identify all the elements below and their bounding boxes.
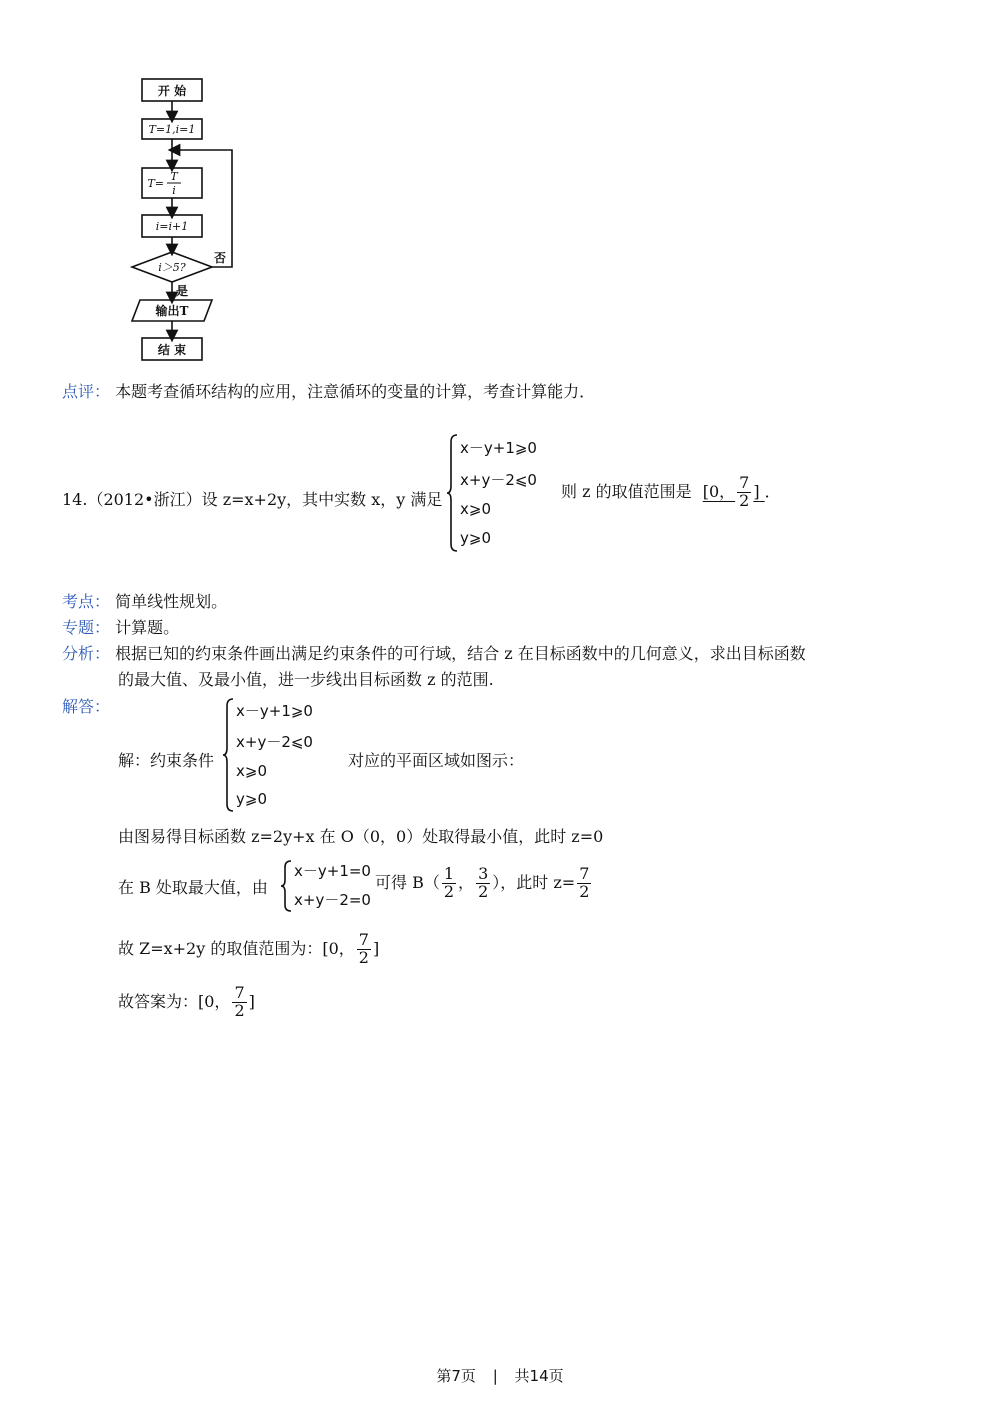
final-den: 2 — [234, 1000, 245, 1020]
b-sep: ， — [458, 872, 475, 892]
jieda-final — [118, 985, 255, 1020]
q14-answer-den: 2 — [739, 490, 750, 510]
increment-text: i=i+1 — [155, 220, 189, 233]
comment-text: 本题考查循环结构的应用，注意循环的变量的计算，考查计算能力． — [115, 382, 596, 401]
left-brace-icon — [280, 858, 294, 914]
flowchart-diagram — [120, 70, 260, 370]
fenxi-line2: 的最大值、及最小值，进一步线出目标函数 z 的范围. — [118, 670, 494, 689]
z-num: 7 — [579, 864, 590, 883]
q14-constraint-1: x－y+1⩾0 — [460, 439, 537, 457]
q14-suffix: 则 z 的取值范围是 — [561, 481, 692, 501]
jieda-constraint-3: x⩾0 — [236, 762, 267, 780]
jieda-max-eq-2: x+y－2=0 — [294, 891, 371, 909]
jieda-range — [118, 932, 379, 967]
final-fraction — [232, 985, 246, 1020]
kaodian-label: 考点： — [62, 592, 111, 611]
left-brace-icon — [222, 696, 236, 814]
q14-constraint-system — [446, 432, 566, 554]
q14-end: ． — [764, 481, 781, 501]
b-y-fraction — [476, 866, 490, 901]
zhuanti-text: 计算题。 — [115, 618, 180, 637]
q14-constraint-3: x⩾0 — [460, 500, 491, 518]
jieda-max-after: ），此时 z= — [492, 872, 576, 892]
q14-constraint-2: x+y－2⩽0 — [460, 471, 537, 489]
q14-answer-fraction — [737, 475, 751, 510]
assign-den: i — [172, 184, 176, 197]
jieda-constraint-4: y⩾0 — [236, 790, 267, 808]
jieda-constraint-system — [222, 696, 342, 814]
jieda-label: 解答： — [62, 697, 111, 716]
jieda-after: 对应的平面区域如图示： — [348, 751, 525, 770]
range-den: 2 — [358, 947, 369, 967]
range-prefix: 故 Z=x+2y 的取值范围为：[0， — [118, 938, 355, 958]
fenxi-line1: 根据已知的约束条件画出满足约束条件的可行域，结合 z 在目标函数中的几何意义，求出目标函数 — [115, 644, 806, 663]
b-x-den: 2 — [443, 881, 455, 901]
footer-total: 共14页 — [514, 1367, 564, 1385]
no-label: 否 — [214, 251, 227, 265]
b-y-num: 3 — [478, 864, 489, 883]
fenxi-row — [62, 641, 806, 664]
q14-answer-close: ] — [753, 481, 760, 501]
q14-suffix-line — [561, 475, 781, 510]
fenxi-label: 分析： — [62, 644, 111, 663]
kaodian-row — [62, 589, 227, 612]
q14-answer-open: [0， — [702, 481, 736, 501]
final-prefix: 故答案为：[0， — [118, 991, 231, 1011]
q14-prefix: 14.（2012•浙江）设 z=x+2y，其中实数 x，y 满足 — [62, 490, 443, 509]
flowchart — [120, 70, 260, 374]
zhuanti-row — [62, 615, 179, 638]
jieda-constraint-2: x+y－2⩽0 — [236, 733, 313, 751]
kaodian-text: 简单线性规划。 — [115, 592, 228, 611]
jieda-max-prefix: 在 B 处取最大值，由 — [118, 878, 268, 897]
comment-13 — [62, 379, 595, 402]
jieda-intro: 解：约束条件 — [118, 751, 215, 770]
q14-constraint-4: y⩾0 — [460, 529, 491, 547]
z-max-fraction — [577, 866, 591, 901]
range-num: 7 — [358, 930, 369, 949]
comment-label: 点评： — [62, 382, 111, 401]
b-x-num: 1 — [443, 864, 455, 883]
jieda-point-b — [375, 866, 593, 901]
footer-separator: | — [492, 1367, 498, 1385]
zhuanti-label: 专题： — [62, 618, 111, 637]
page-footer — [0, 1365, 1000, 1386]
jieda-max-eq-1: x－y+1=0 — [294, 862, 371, 880]
final-close: ] — [248, 991, 255, 1011]
b-x-fraction — [442, 866, 456, 901]
jieda-max-system — [280, 858, 380, 914]
yes-label: 是 — [176, 284, 189, 298]
condition-text: i＞5? — [158, 261, 186, 274]
assign-text: T= — [147, 177, 164, 190]
output-text: 输出T — [155, 304, 189, 318]
b-y-den: 2 — [478, 881, 489, 901]
start-text: 开 始 — [157, 84, 187, 98]
assign-num: T — [170, 170, 178, 183]
q14-answer — [702, 473, 765, 510]
footer-page: 第7页 — [436, 1367, 476, 1385]
jieda-min-line: 由图易得目标函数 z=2y+x 在 O（0，0）处取得最小值，此时 z=0 — [118, 827, 604, 846]
final-num: 7 — [234, 983, 245, 1002]
init-text: T=1,i=1 — [148, 123, 196, 136]
jieda-constraint-1: x－y+1⩾0 — [236, 702, 313, 720]
end-text: 结 束 — [157, 343, 187, 357]
left-brace-icon — [446, 432, 460, 554]
z-den: 2 — [579, 881, 590, 901]
q14-answer-num: 7 — [739, 473, 750, 492]
jieda-max-mid: 可得 B（ — [375, 872, 440, 892]
range-fraction — [357, 932, 371, 967]
range-close: ] — [372, 938, 380, 958]
